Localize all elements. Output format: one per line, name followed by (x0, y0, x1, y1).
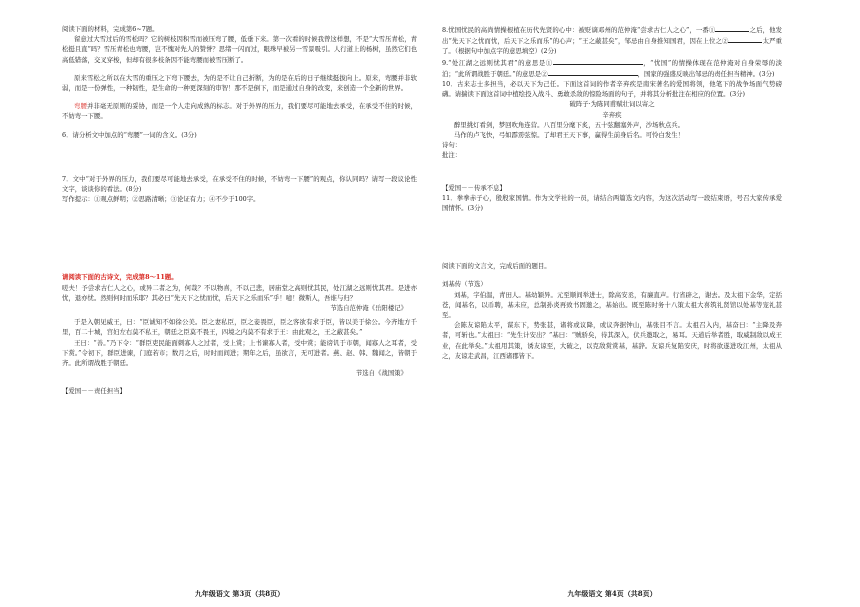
highlighted-word: 弯腰 (74, 102, 87, 111)
passage-paragraph-3 (62, 101, 417, 121)
classical-source-1: 节选自范仲淹《岳阳楼记》 (330, 304, 407, 313)
page-4 (442, 24, 782, 599)
reading-intro-classical: 阅读下面的文言文，完成后面的题目。 (442, 262, 551, 271)
reading-intro-6-7: 阅读下面的材料，完成第6~7题。 (62, 25, 159, 33)
question-8-part-c: 太严重了。（根据句中加点字的意思填空）(2分) (442, 37, 782, 56)
question-11: 11．拳拳赤子心，殷殷家国情。作为文学社的一员，请结合两篇选文内容，为这次活动写一段结束语，号召大家传承爱国情怀。(3分) (442, 193, 782, 213)
bio-paragraph-2: 会陈友谅陷太平，谋东下，势张甚，诸将或议降，或议奔据钟山，基张目不言。太祖召入内，基奋曰：“主降及奔者，可斩也。”太祖曰：“先生计安出？”基曰：“贼骄矣，待其深入，伏兵邀取之，易耳。天道后举者胜，取威制敌以成王业，在此举矣。”太祖用其策，诱友谅至，大破之，以克敌赏赏基，基辞。友谅兵复陷安庆，时将欲遂进攻江州，太祖从之，友谅走武昌，江西诸郡皆下。 (442, 321, 782, 360)
question-8-part-a: 8.忧国忧民的高尚情操根植在历代先贤的心中：被贬谪邓州的范仲淹“尝求古仁人之心”，一番① (442, 26, 716, 34)
classical-source-2: 节选自《战国策》 (355, 369, 407, 378)
poem-author: 辛弃疾 (602, 110, 622, 119)
classical-text-3: 王曰：“善。”乃下令：“群臣吏民能面刺寡人之过者，受上赏；上书谏寡人者，受中赏；能谤讥于市朝，闻寡人之耳者，受下赏。”令初下，群臣进谏，门庭若市；数月之后，时时而间进；期年之后，虽欲言，无可进者。燕、赵、韩、魏闻之，皆朝于齐。此所谓战胜于朝廷。 (62, 338, 417, 368)
question-8-part-b: 之后，他发出“先天下之忧而忧，后天下之乐而乐”的心声；“王之蔽甚矣”，邹忌由自身推知国君，因在上位之② (442, 26, 782, 46)
question-7-hint: 写作提示：①观点鲜明；②思路清晰；③论证有力；④不少于100字。 (62, 195, 260, 204)
answer-blank[interactable] (728, 35, 762, 43)
poem-line-2: 马作的卢飞快，弓如霹雳弦惊。了却君王天下事，赢得生前身后名。可怜白发生！ (454, 131, 685, 140)
answer-blank[interactable] (548, 68, 638, 76)
bio-paragraph-1: 刘基，字伯温，青田人。基幼颖异。元至顺间举进士，除高安丞，有廉直声。行省辟之，谢去。及太祖下金华，定括苍，闻基名，以币聘，基未应，总制孙炎再致书固邀之，基始出。既至陈时务十八策太祖大喜筑礼贤馆以处基等宠礼甚至。 (442, 290, 782, 320)
question-8 (442, 24, 782, 57)
poem-line-1: 醉里挑灯看剑，梦回吹角连营。八百里分麾下炙，五十弦翻塞外声，沙场秋点兵。 (454, 120, 685, 129)
page-footer-3: 九年级语文 第3页（共8页） (194, 589, 285, 598)
label-annotation: 批注： (442, 151, 462, 160)
question-9-part-a: 9.“处江湖之远则忧其君”的意思是① (442, 58, 553, 67)
section-title-8-11: 请阅读下面的古诗文，完成第8～11题。 (62, 273, 178, 282)
question-9-part-b: ，“忧国”的情操体现在范仲淹对自身荣辱的淡泊；“此所谓战胜于朝廷。”的意思是② (442, 58, 782, 78)
theme-tag-responsibility: 【爱国－－责任担当】 (62, 387, 126, 396)
passage-paragraph-2: 原来雪松之所以在大雪的重压之下弯下腰去，为的是不让自己折断，为的是在后的日子继续挺拔向上。原来，弯腰并非软弱，而是一份弹性，一种韧性，是生命的一种更深刻的审智！那不是倒下，而是通过自身的改变，来创造一个全新的世界。 (62, 73, 417, 93)
question-7: 7．文中“对于外界的压力，我们要尽可能地去承受，在承受不住的时候，不妨弯一下腰”的观点，你认同吗？请写一段议论性文字，谈谈你的看法。(8分) (62, 174, 417, 194)
classical-text-2: 于是入朝见威王，曰：“臣诚知不如徐公美。臣之妻私臣，臣之妾畏臣，臣之客欲有求于臣，皆以美于徐公。今齐地方千里，百二十城，宫妇左右莫不私王，朝廷之臣莫不畏王，四境之内莫不有求于王：由此观之，王之蔽甚矣。” (62, 318, 417, 337)
passage-paragraph-3-text: 并非毫无原则的妥协，而是一个人走向成熟的标志。对于外界的压力，我们要尽可能地去承受，在承受不住的时候，不妨弯一下腰。 (62, 102, 418, 121)
passage-paragraph-1: 留意过大雪过后的雪松吗？它的树枝因积雪而被压弯了腰，低垂下来。第一次看的时候我曾这样想，不是“大雪压青松，青松挺且直”吗？雪压青松也弯腰，岂不愧对先人的赞誉？思绪一闪而过，眼珠早被另一雪景吸引。人行道上的杨树，虽然它们也高低错落，交叉穿梭，但却有很多枝条因不能弯腰而被雪压断了。 (62, 35, 417, 64)
answer-blank[interactable] (715, 24, 749, 32)
page-3 (62, 24, 417, 599)
classical-text-1: 嗟夫！予尝求古仁人之心，或异二者之为，何哉？不以物喜，不以己悲，居庙堂之高则忧其民，处江湖之远则忧其君。是进亦忧，退亦忧。然则何时而乐耶？其必曰“先天下之忧而忧，后天下之乐而乐”乎！噫！微斯人，吾谁与归？ (62, 283, 417, 302)
question-9 (442, 57, 782, 79)
theme-tag-inheritance: 【爱国－－传承不息】 (442, 183, 506, 192)
question-6: 6．请分析文中加点的“弯腰”一词的含义。(3分) (62, 130, 197, 139)
label-verse: 诗句： (442, 141, 462, 150)
page-footer-4: 九年级语文 第4页（共8页） (567, 589, 657, 598)
answer-blank[interactable] (553, 57, 643, 65)
question-10: 10．古来志士多担当，必以天下为己任。下面这首词的作者辛弃疾是南宋著名的爱国将领，他笔下的战争场面气势磅礴。请揣读下面这首词中植绘投入战斗、勇敢杀敌的惊险场面的句子，并将其分析批注在相应的位置。(3分) (442, 80, 782, 99)
question-9-part-c: ，国家的强盛反映出邹忌的责任担当精神。(3分) (637, 69, 775, 78)
poem-title: 破阵子·为陈同甫赋壮词以寄之 (569, 100, 655, 109)
bio-title: 刘基传（节选） (442, 280, 487, 289)
